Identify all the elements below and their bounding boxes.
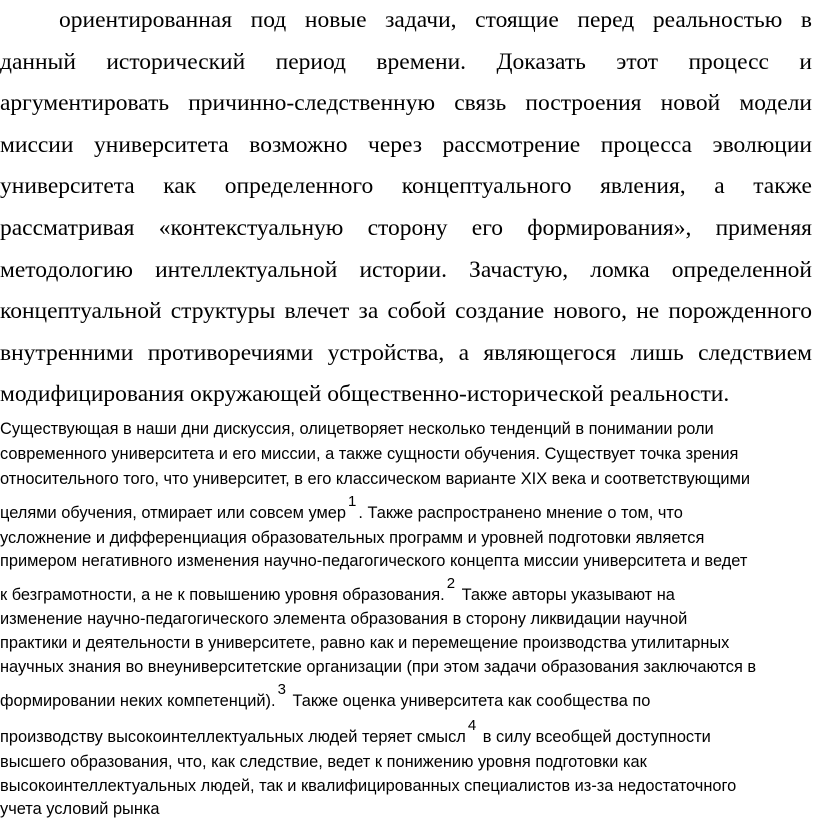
sans-line: усложнение и дифференциация образовательных программ и уровней подготовки является <box>0 529 705 547</box>
sans-line: высокоинтеллектуальных людей, так и квалифицированных специалистов из-за недостаточного <box>0 777 737 795</box>
serif-line: университета как определенного концептуального явления, а также <box>0 173 812 200</box>
sans-line-text: целями обучения, отмирает или совсем умер <box>0 504 347 522</box>
sans-line-text: формировании неких компетенций). <box>0 692 276 710</box>
sans-line: Существующая в наши дни дискуссия, олицетворяет несколько тенденций в понимании роли <box>0 420 714 438</box>
serif-line: концептуальной структуры влечет за собой создание нового, не порожденного <box>0 298 812 325</box>
sans-line-text-after: Также авторы указывают на <box>457 586 675 604</box>
sans-line: высшего образования, что, как следствие, ведет к понижению уровня подготовки как <box>0 753 647 771</box>
sans-line: учета условий рынка <box>0 800 160 818</box>
sans-line-text-after: в силу всеобщей доступности <box>478 728 711 746</box>
serif-line: миссии университета возможно через рассмотрение процесса эволюции <box>0 131 812 158</box>
sans-line <box>0 717 711 747</box>
sans-line: примером негативного изменения научно-педагогического концепта миссии университета и ведет <box>0 552 748 570</box>
sans-line-text: производству высокоинтеллектуальных людей теряет смысл <box>0 728 466 746</box>
sans-line <box>0 493 683 523</box>
sans-line-text-after: . Также распространено мнение о том, что <box>358 504 683 522</box>
footnote-marker[interactable]: 4 <box>467 717 477 734</box>
footnote-marker[interactable]: 2 <box>446 575 456 592</box>
serif-line: внутренними противоречиями устройства, а являющегося лишь следствием <box>0 339 812 366</box>
sans-line <box>0 575 675 605</box>
sans-line <box>0 681 651 711</box>
serif-line-last: модифицирования окружающей общественно-исторической реальности. <box>0 381 730 408</box>
serif-line: ориентированная под новые задачи, стоящие перед реальностью в <box>59 7 812 33</box>
serif-line: аргументировать причинно-следственную связь построения новой модели <box>0 90 812 117</box>
sans-line: научных знания во внеуниверситетские организации (при этом задачи образования заключаются в <box>0 658 757 676</box>
sans-line: современного университета и его миссии, а также сущности обучения. Существует точка зрения <box>0 445 739 463</box>
sans-line-text-after: Также оценка университета как сообщества по <box>287 692 651 710</box>
serif-line: методологию интеллектуальной истории. Зачастую, ломка определенной <box>0 256 812 283</box>
sans-line-text: к безграмотности, а не к повышению уровня образования. <box>0 586 445 604</box>
sans-line: практики и деятельности в университете, равно как и перемещение производства утилитарных <box>0 634 730 652</box>
sans-line: относительного того, что университет, в его классическом варианте XIX века и соответствующими <box>0 470 751 488</box>
serif-line: данный исторический период времени. Доказать этот процесс и <box>0 48 812 75</box>
footnote-marker[interactable]: 1 <box>348 493 357 510</box>
serif-line: рассматривая «контекстуальную сторону его формирования», применяя <box>0 214 812 241</box>
footnote-marker[interactable]: 3 <box>277 681 286 698</box>
sans-line: изменение научно-педагогического элемента образования в сторону ликвидации научной <box>0 610 688 628</box>
